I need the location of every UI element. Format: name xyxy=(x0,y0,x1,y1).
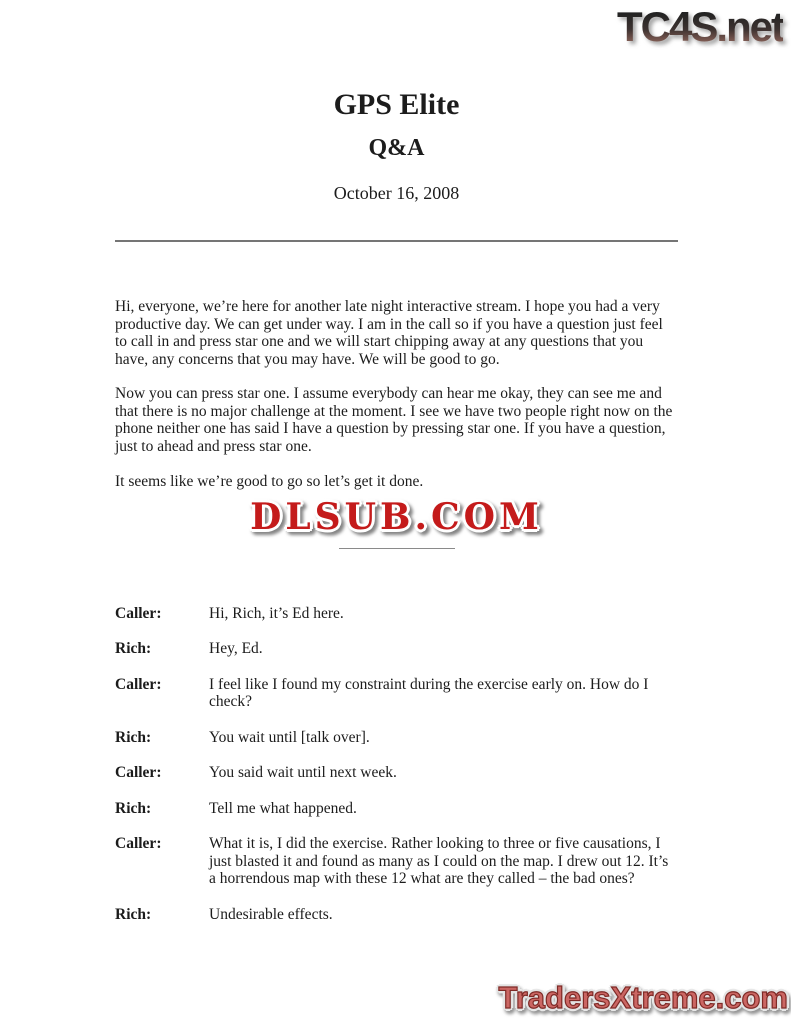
dialogue-row xyxy=(115,800,678,818)
utterance-text: Undesirable effects. xyxy=(209,905,333,923)
short-divider xyxy=(339,548,455,549)
dialogue-row xyxy=(115,729,678,747)
tradersxtreme-watermark-logo: TradersXtreme.com xyxy=(498,980,788,1015)
dialogue-row xyxy=(115,906,678,924)
utterance-text: You said wait until next week. xyxy=(209,764,397,781)
speaker-label: Rich: xyxy=(115,640,152,657)
utterance-text: I feel like I found my constraint during the exercise early on. How do I check? xyxy=(209,675,649,710)
utterance-text: Tell me what happened. xyxy=(209,799,357,817)
dialogue-row xyxy=(115,605,678,623)
intro-paragraph: Hi, everyone, we’re here for another late night interactive stream. I hope you had a very productive day. We can get under way. I am in the call so if you have a question just feel to call in and press star one and we will start chipping away at any questions that you have, any concerns that you may have. We will be good to go. xyxy=(115,298,663,368)
utterance-text: What it is, I did the exercise. Rather looking to three or five causations, I just blasted it and found as many as I could on the map. I drew out 12. It’s a horrendous map with these 12 what are they called – the bad ones? xyxy=(209,835,669,887)
page-title: GPS Elite xyxy=(333,88,460,121)
utterance-text: Hey, Ed. xyxy=(209,640,263,657)
utterance-text: You wait until [talk over]. xyxy=(209,728,370,746)
intro-paragraph: It seems like we’re good to go so let’s get it done. xyxy=(115,473,424,490)
tc4s-watermark-logo: TC4S.net xyxy=(616,3,783,50)
speaker-label: Caller: xyxy=(115,604,162,622)
speaker-label: Caller: xyxy=(115,835,162,852)
dialogue-row xyxy=(115,640,678,658)
speaker-label: Caller: xyxy=(115,764,162,781)
speaker-label: Rich: xyxy=(115,799,152,817)
intro-section xyxy=(115,298,678,491)
document-date: October 16, 2008 xyxy=(333,183,460,203)
title-block xyxy=(115,88,678,204)
dialogue-row xyxy=(115,835,678,888)
horizontal-divider xyxy=(115,240,678,242)
dialogue-row xyxy=(115,676,678,711)
dialogue-row xyxy=(115,764,678,782)
document-content xyxy=(115,0,678,941)
utterance-text: Hi, Rich, it’s Ed here. xyxy=(209,604,344,622)
page-subtitle: Q&A xyxy=(368,135,425,161)
intro-paragraph: Now you can press star one. I assume everybody can hear me okay, they can see me and that there is no major challenge at the moment. I see we have two people right now on the phone neither one has said I have a question by pressing star one. If you have a question, just to ahead and press star one. xyxy=(115,385,673,455)
speaker-label: Rich: xyxy=(115,728,152,746)
speaker-label: Caller: xyxy=(115,675,162,693)
dlsub-watermark-logo: DLSUB.COM xyxy=(250,495,543,538)
dialogue-transcript xyxy=(115,605,678,924)
speaker-label: Rich: xyxy=(115,905,152,923)
